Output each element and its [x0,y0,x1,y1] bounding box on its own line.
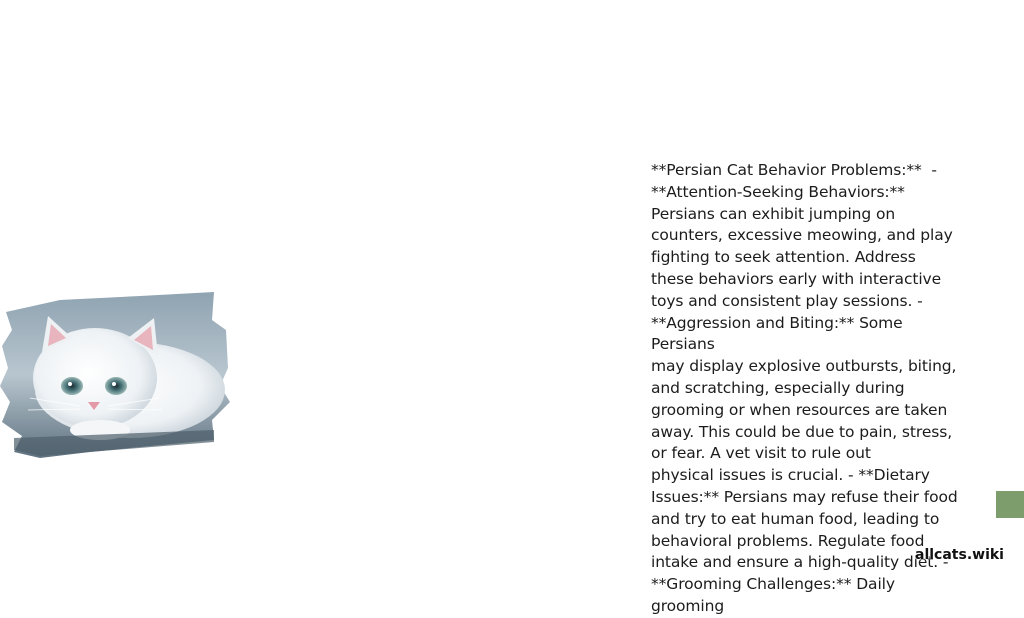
article-line: intake and ensure a high-quality diet. - [651,553,949,572]
article-line: Persians can exhibit jumping on [651,204,896,223]
article-line: grooming or when resources are taken [651,400,948,419]
article-line: **Attention-Seeking Behaviors:** [651,182,905,201]
article-line: physical issues is crucial. - **Dietary [651,466,930,485]
article-line: **Persian Cat Behavior Problems:** - [651,161,937,179]
article-line: and scratching, especially during [651,378,905,397]
article-line: behavioral problems. Regulate food [651,531,925,550]
site-watermark: allcats.wiki [915,547,1004,563]
accent-tab[interactable] [996,491,1024,518]
article-line: **Aggression and Biting:** Some Persians [651,313,908,354]
article-line: these behaviors early with interactive [651,269,942,288]
article-line: **Grooming Challenges:** Daily grooming [651,575,900,615]
persian-cat-image [0,290,232,460]
article-line: Issues:** Persians may refuse their food [651,487,958,506]
article-line: counters, excessive meowing, and play [651,226,953,245]
article-line: or fear. A vet visit to rule out [651,444,871,463]
article-line: may display explosive outbursts, biting, [651,357,957,376]
article-line: and try to eat human food, leading to [651,509,940,528]
article-line: toys and consistent play sessions. - [651,291,923,310]
article-line: away. This could be due to pain, stress, [651,422,953,441]
article-line: fighting to seek attention. Address [651,248,916,267]
